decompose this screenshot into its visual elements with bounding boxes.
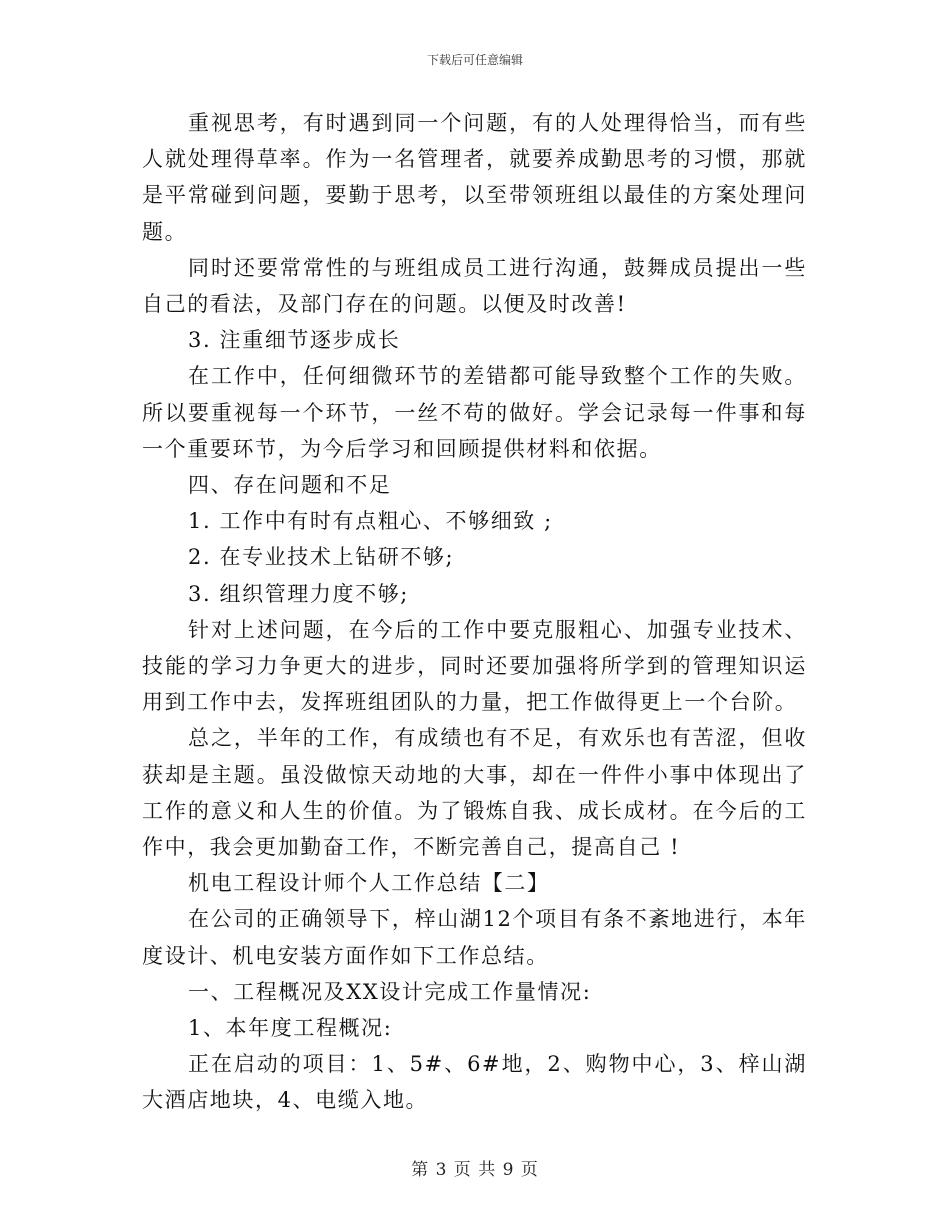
page-header: 下载后可任意编辑 xyxy=(426,53,523,67)
list-item: 3. 组织管理力度不够; xyxy=(188,581,409,606)
paragraph: 针对上述问题，在今后的工作中要克服粗心、加强专业技术、技能的学习力争更大的进步，同时还要加强将所学到的管理知识运用到工作中去，发挥班组团队的力量，把工作做得更上一个台阶。 xyxy=(142,617,807,715)
document-body xyxy=(142,105,807,1119)
paragraph: 同时还要常常性的与班组成员工进行沟通，鼓舞成员提出一些自己的看法，及部门存在的问题。以便及时改善! xyxy=(142,255,807,317)
section-heading: 3. 注重细节逐步成长 xyxy=(188,328,401,353)
paragraph: 在公司的正确领导下，梓山湖12个项目有条不紊地进行，本年度设计、机电安装方面作如下工作总结。 xyxy=(142,907,807,968)
paragraph: 在工作中，任何细微环节的差错都可能导致整个工作的失败。所以要重视每一个环节，一丝不苟的做好。学会记录每一件事和每一个重要环节，为今后学习和回顾提供材料和依据。 xyxy=(142,364,807,461)
document-title: 机电工程设计师个人工作总结【二】 xyxy=(188,871,550,896)
paragraph: 重视思考，有时遇到同一个问题，有的人处理得恰当，而有些人就处理得草率。作为一名管理者，就要养成勤思考的习惯，那就是平常碰到问题，要勤于思考，以至带领班组以最佳的方案处理问题。 xyxy=(142,111,807,244)
page-number: 第 3 页 共 9 页 xyxy=(411,1160,539,1180)
section-heading: 一、工程概况及XX设计完成工作量情况: xyxy=(188,979,592,1004)
paragraph: 正在启动的项目：1、5#、6#地，2、购物中心，3、梓山湖大酒店地块，4、电缆入地。 xyxy=(142,1052,807,1113)
paragraph: 总之，半年的工作，有成绩也有不足，有欢乐也有苦涩，但收获却是主题。虽没做惊天动地的大事，却在一件件小事中体现出了工作的意义和人生的价值。为了锻炼自我、成长成材。在今后的工作中，我会更加勤奋工作，不断完善自己，提高自己 ! xyxy=(142,726,807,860)
section-heading: 1、本年度工程概况: xyxy=(188,1016,393,1041)
section-heading: 四、存在问题和不足 xyxy=(188,473,392,498)
list-item: 2. 在专业技术上钻研不够; xyxy=(188,545,455,570)
list-item: 1. 工作中有时有点粗心、不够细致 ; xyxy=(188,509,553,534)
